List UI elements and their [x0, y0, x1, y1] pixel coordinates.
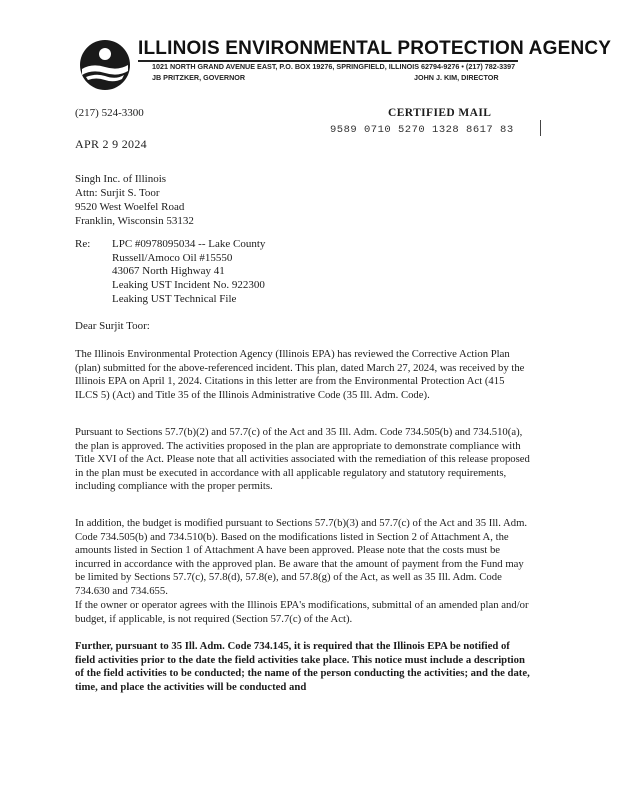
agency-name: ILLINOIS ENVIRONMENTAL PROTECTION AGENCY — [138, 38, 612, 59]
recipient-line: Franklin, Wisconsin 53132 — [75, 215, 194, 227]
certified-mail-label: CERTIFIED MAIL — [388, 107, 492, 119]
re-label: Re: — [75, 238, 91, 250]
tracking-divider — [540, 120, 541, 136]
director-name: JOHN J. KIM, DIRECTOR — [414, 73, 499, 82]
tracking-number: 9589 0710 5270 1328 8617 83 — [330, 124, 514, 136]
salutation: Dear Surjit Toor: — [75, 320, 150, 332]
body-paragraph: If the owner or operator agrees with the Illinois EPA's modifications, submittal of an amended plan and/or budget, if applicable, is not required (Section 57.7(c) of the Act). — [75, 599, 529, 625]
re-line: 43067 North Highway 41 — [112, 265, 225, 278]
recipient-line: Attn: Surjit S. Toor — [75, 187, 160, 199]
illinois-epa-logo-icon — [78, 38, 132, 92]
re-line: LPC #0978095034 -- Lake County — [112, 238, 266, 250]
body-paragraph-bold: Further, pursuant to 35 Ill. Adm. Code 734.145, it is required that the Illinois EPA be notified of field activities prior to the date the field activities take place. This notice must include a description of the field activities to be conducted; the name of the person conducting the activities; and the date, time, and place the activities will be conducted and — [75, 640, 530, 693]
recipient-address — [75, 172, 194, 228]
agency-address: 1021 NORTH GRAND AVENUE EAST, P.O. BOX 19276, SPRINGFIELD, ILLINOIS 62794-9276 • (217) 782-3397 — [152, 62, 516, 71]
re-block — [112, 238, 265, 307]
governor-name: JB PRITZKER, GOVERNOR — [152, 73, 246, 82]
phone-number: (217) 524-3300 — [75, 107, 144, 119]
date-stamp: APR 2 9 2024 — [75, 137, 147, 151]
recipient-line: 9520 West Woelfel Road — [75, 201, 185, 213]
body-paragraph: Pursuant to Sections 57.7(b)(2) and 57.7(c) of the Act and 35 Ill. Adm. Code 734.505(b) and 734.510(a), the plan is approved. The activities proposed in the plan are appropriate to demonstrate compliance with Title XVI of the Act. Please note that all activities associated with the remediation of this release proposed in the plan must be executed in accordance with all applicable regulatory and statutory requirements, including compliance with the proper permits. — [75, 426, 530, 493]
re-line: Leaking UST Technical File — [112, 292, 237, 305]
recipient-line: Singh Inc. of Illinois — [75, 173, 167, 185]
body-paragraph: In addition, the budget is modified pursuant to Sections 57.7(b)(3) and 57.7(c) of the Act and 35 Ill. Adm. Code 734.505(b) and 734.510(b). Based on the modifications listed in Section 2 of Attachment A, the amounts listed in Section 1 of Attachment A have been approved. Please note that the costs must be incurred in accordance with the approved plan. Be aware that the amount of payment from the Fund may be limited by Sections 57.7(c), 57.8(d), 57.8(e), and 57.8(g) of the Act, as well as 35 Ill. Adm. Code 734.630 and 734.655. — [75, 517, 528, 597]
re-line: Russell/Amoco Oil #15550 — [112, 251, 233, 264]
re-line: Leaking UST Incident No. 922300 — [112, 279, 265, 292]
body-paragraph: The Illinois Environmental Protection Agency (Illinois EPA) has reviewed the Corrective Action Plan (plan) submitted for the above-referenced incident. This plan, dated March 27, 2024, was received by the Illinois EPA on April 1, 2024. Citations in this letter are from the Environmental Protection Act (415 ILCS 5) (Act) and Title 35 of the Illinois Administrative Code (35 Ill. Adm. Code). — [75, 348, 525, 401]
